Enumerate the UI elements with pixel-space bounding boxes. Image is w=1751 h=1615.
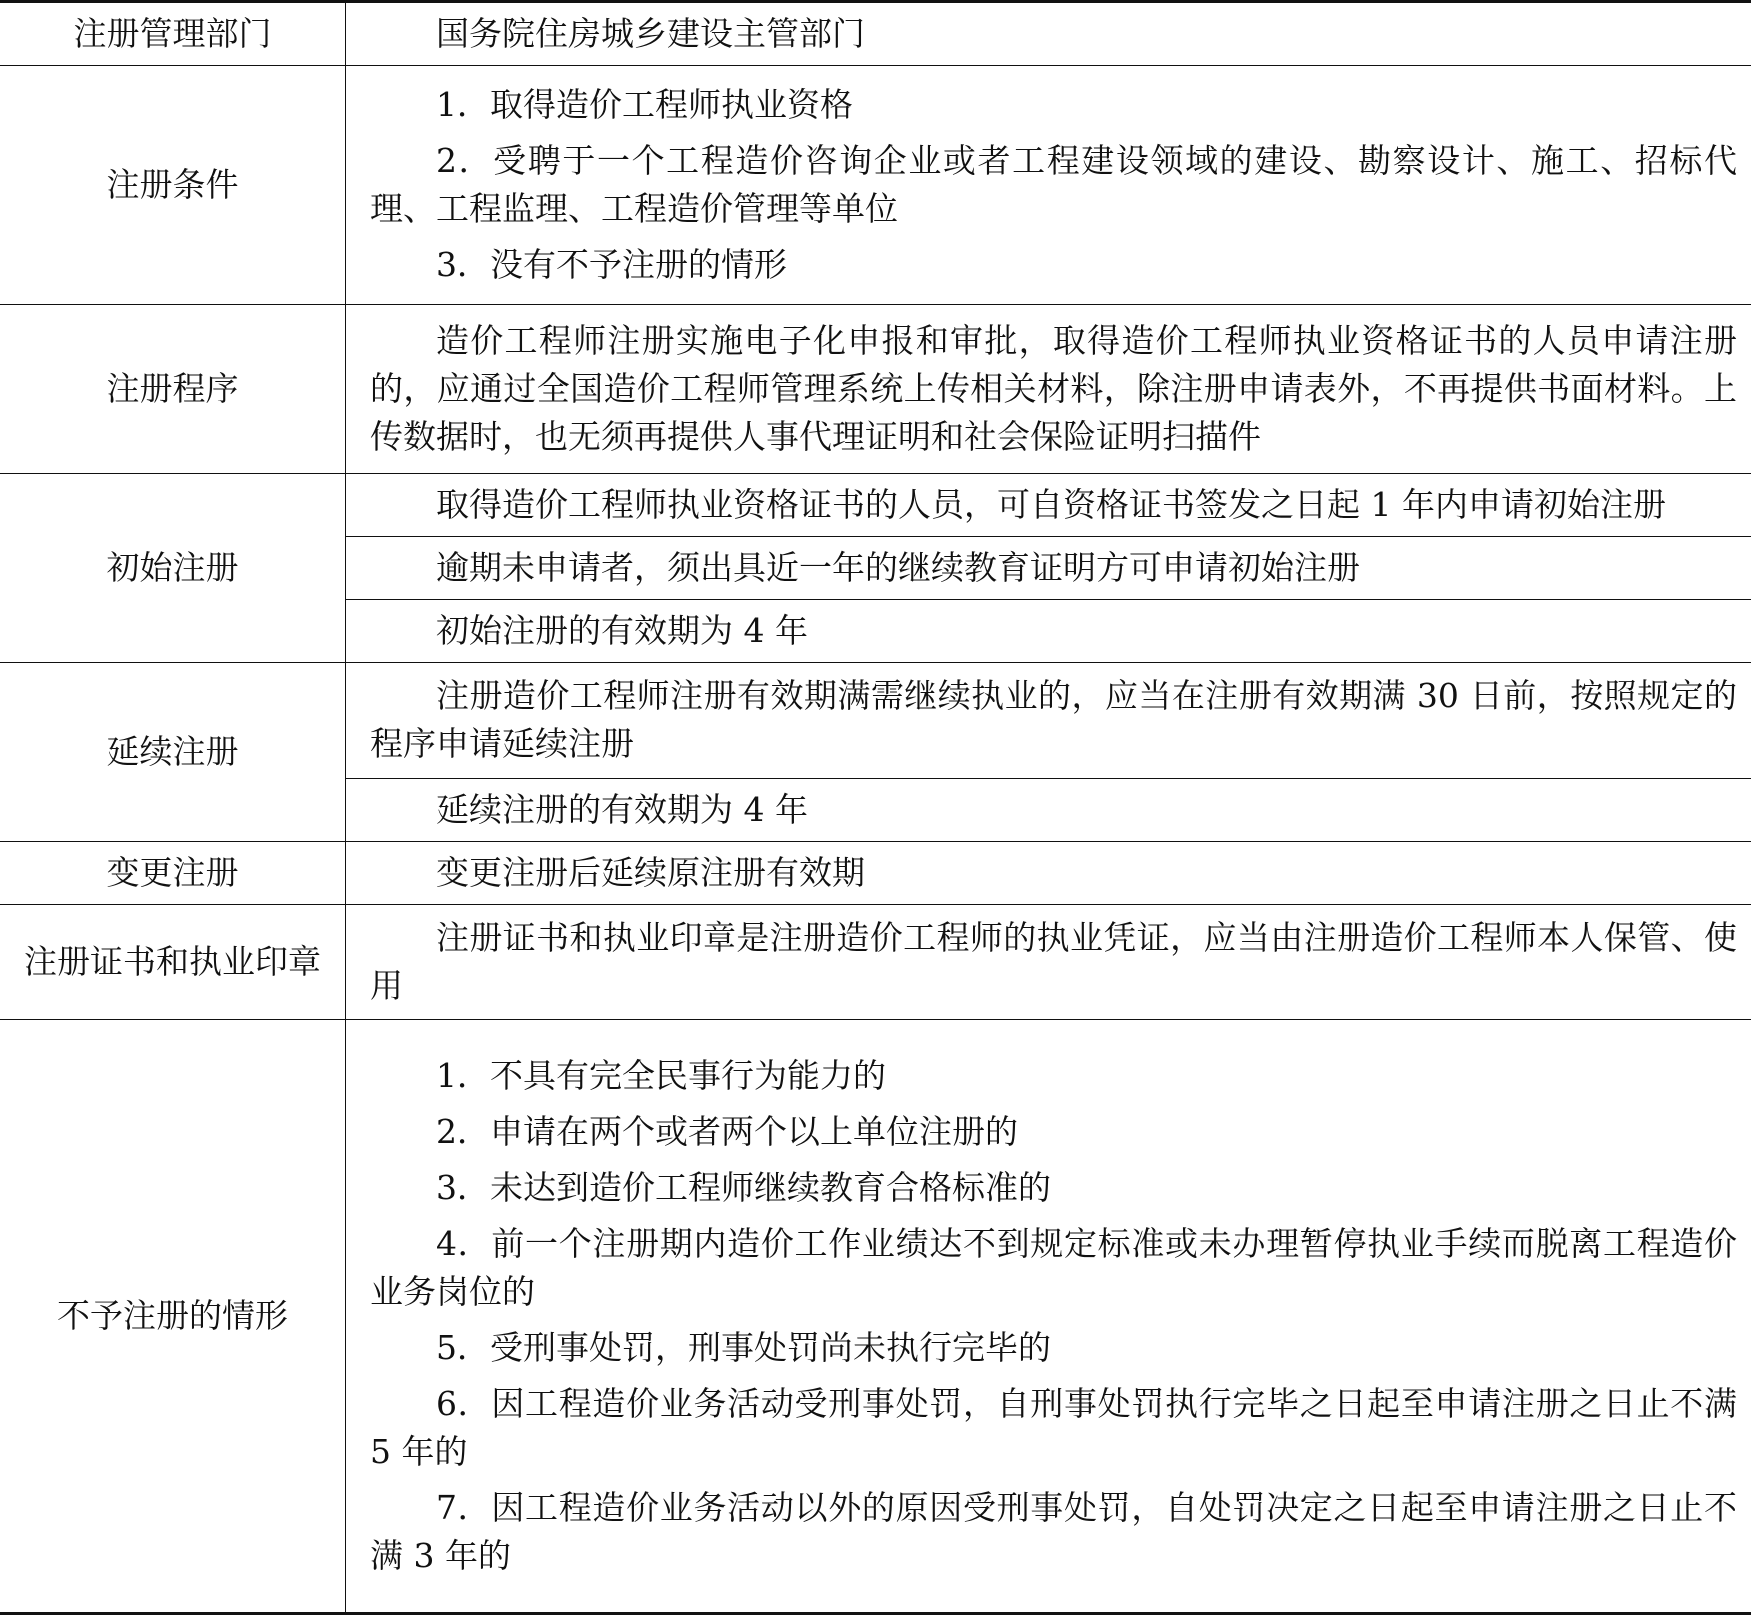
row-label: 初始注册 xyxy=(0,474,346,663)
row-content xyxy=(346,1020,1751,1614)
row-label: 延续注册 xyxy=(0,662,346,841)
row-content xyxy=(346,537,1751,600)
row-label: 注册证书和执业印章 xyxy=(0,904,346,1020)
table-row xyxy=(0,2,1751,66)
content-paragraph: 3．没有不予注册的情形 xyxy=(436,245,787,285)
content-paragraph: 5．受刑事处罚，刑事处罚尚未执行完毕的 xyxy=(436,1328,1051,1368)
content-paragraph: 3．未达到造价工程师继续教育合格标准的 xyxy=(436,1168,1051,1208)
content-paragraph: 取得造价工程师执业资格证书的人员，可自资格证书签发之日起 1 年内申请初始注册 xyxy=(436,485,1666,525)
row-content xyxy=(346,904,1751,1020)
table-row xyxy=(0,474,1751,537)
row-content xyxy=(346,662,1751,778)
row-label: 注册条件 xyxy=(0,65,346,304)
content-paragraph: 2．受聘于一个工程造价咨询企业或者工程建设领域的建设、勘察设计、施工、招标代理、工程监理、工程造价管理等单位 xyxy=(370,141,1737,229)
row-content xyxy=(346,600,1751,663)
table-row xyxy=(0,841,1751,904)
content-paragraph: 注册造价工程师注册有效期满需继续执业的，应当在注册有效期满 30 日前，按照规定的程序申请延续注册 xyxy=(370,676,1737,764)
content-paragraph: 初始注册的有效期为 4 年 xyxy=(436,610,808,650)
row-content xyxy=(346,778,1751,841)
row-content xyxy=(346,474,1751,537)
row-label: 不予注册的情形 xyxy=(0,1020,346,1614)
row-content xyxy=(346,2,1751,66)
row-content xyxy=(346,841,1751,904)
content-paragraph: 2．申请在两个或者两个以上单位注册的 xyxy=(436,1112,1018,1152)
content-paragraph: 变更注册后延续原注册有效期 xyxy=(436,852,865,892)
content-paragraph: 造价工程师注册实施电子化申报和审批，取得造价工程师执业资格证书的人员申请注册的，应通过全国造价工程师管理系统上传相关材料，除注册申请表外，不再提供书面材料。上传数据时，也无须再提供人事代理证明和社会保险证明扫描件 xyxy=(370,321,1737,457)
content-paragraph: 国务院住房城乡建设主管部门 xyxy=(436,13,865,53)
row-label: 注册程序 xyxy=(0,305,346,474)
table-row xyxy=(0,305,1751,474)
content-paragraph: 1．取得造价工程师执业资格 xyxy=(436,85,853,125)
content-paragraph: 逾期未申请者，须出具近一年的继续教育证明方可申请初始注册 xyxy=(436,548,1360,588)
content-paragraph: 注册证书和执业印章是注册造价工程师的执业凭证，应当由注册造价工程师本人保管、使用 xyxy=(370,917,1737,1005)
content-paragraph: 1．不具有完全民事行为能力的 xyxy=(436,1056,886,1096)
row-label: 变更注册 xyxy=(0,841,346,904)
table-row xyxy=(0,662,1751,778)
table-row xyxy=(0,904,1751,1020)
content-paragraph: 延续注册的有效期为 4 年 xyxy=(436,789,808,829)
content-paragraph: 4．前一个注册期内造价工作业绩达不到规定标准或未办理暂停执业手续而脱离工程造价业务岗位的 xyxy=(370,1224,1737,1312)
row-content xyxy=(346,65,1751,304)
table-body xyxy=(0,2,1751,1614)
content-paragraph: 7．因工程造价业务活动以外的原因受刑事处罚，自处罚决定之日起至申请注册之日止不满 3 年的 xyxy=(370,1488,1737,1576)
table-row xyxy=(0,1020,1751,1614)
row-label: 注册管理部门 xyxy=(0,2,346,66)
row-content xyxy=(346,305,1751,474)
table-row xyxy=(0,65,1751,304)
content-paragraph: 6．因工程造价业务活动受刑事处罚，自刑事处罚执行完毕之日起至申请注册之日止不满 5 年的 xyxy=(370,1384,1737,1472)
